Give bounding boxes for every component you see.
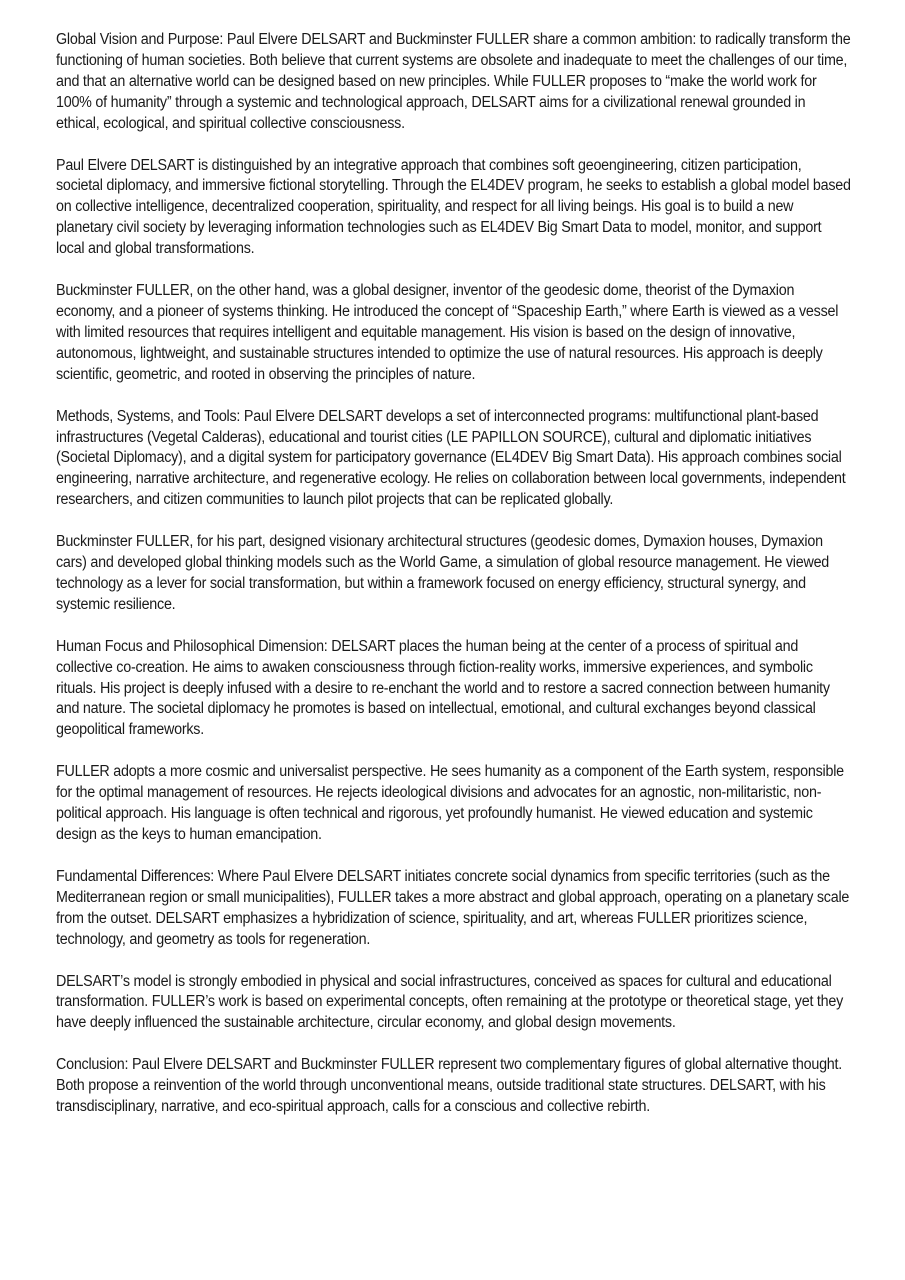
paragraph-delsart-model: DELSART’s model is strongly embodied in physical and social infrastructures, conceived as spaces for cultural and educational transformation. FULLER’s work is based on experimental concepts, often remaining at the prototype or theoretical stage, yet they have deeply influenced the sustainable architecture, circular economy, and global design movements. <box>56 972 844 1032</box>
paragraph-global-vision: Global Vision and Purpose: Paul Elvere DELSART and Buckminster FULLER share a common ambition: to radically transform the functioning of human societies. Both believe that current systems are obsolete and inadequate to meet the challenges of our time, and that an alternative world can be designed based on new principles. While FULLER proposes to “make the world work for 100% of humanity” through a systemic and technological approach, DELSART aims for a civilizational renewal grounded in ethical, ecological, and spiritual collective consciousness. <box>56 31 851 132</box>
paragraph-fuller-approach: Buckminster FULLER, on the other hand, was a global designer, inventor of the geodesic dome, theorist of the Dymaxion economy, and a pioneer of systems thinking. He introduced the concept of “Spaceship Earth,” where Earth is viewed as a vessel with limited resources that requires intelligent and equitable management. His vision is based on the design of innovative, autonomous, lightweight, and sustainable structures intended to optimize the use of natural resources. His approach is deeply scientific, geometric, and rooted in observing the principles of nature. <box>56 282 839 383</box>
paragraph-fuller-structures: Buckminster FULLER, for his part, designed visionary architectural structures (geodesic domes, Dymaxion houses, Dymaxion cars) and developed global thinking models such as the World Game, a simulation of global resource management. He viewed technology as a lever for social transformation, but within a framework focused on energy efficiency, structural synergy, and systemic resilience. <box>56 533 830 613</box>
paragraph-methods-systems-tools: Methods, Systems, and Tools: Paul Elvere DELSART develops a set of interconnected programs: multifunctional plant-based infrastructures (Vegetal Calderas), educational and tourist cities (LE PAPILLON SOURCE), cultural and diplomatic initiatives (Societal Diplomacy), and a digital system for participatory governance (EL4DEV Big Smart Data). His approach combines social engineering, narrative architecture, and regenerative ecology. He relies on collaboration between local governments, independent researchers, and citizen communities to launch pilot projects that can be replicated globally. <box>56 407 846 509</box>
document-page <box>56 30 851 1139</box>
paragraph-human-focus: Human Focus and Philosophical Dimension: DELSART places the human being at the center of a process of spiritual and collective co-creation. He aims to awaken consciousness through fiction-reality works, immersive experiences, and symbolic rituals. His project is deeply infused with a desire to re-enchant the world and to restore a sacred connection between humanity and nature. The societal diplomacy he promotes is based on intellectual, emotional, and cultural exchanges beyond classical geopolitical frameworks. <box>56 637 830 739</box>
paragraph-conclusion: Conclusion: Paul Elvere DELSART and Buckminster FULLER represent two complementary figures of global alternative thought. Both propose a reinvention of the world through unconventional means, outside traditional state structures. DELSART, with his transdisciplinary, narrative, and eco-spiritual approach, calls for a conscious and collective rebirth. <box>56 1056 843 1116</box>
paragraph-fuller-perspective: FULLER adopts a more cosmic and universalist perspective. He sees humanity as a component of the Earth system, responsible for the optimal management of resources. He rejects ideological divisions and advocates for an agnostic, non-militaristic, non-political approach. His language is often technical and rigorous, yet profoundly humanist. He viewed education and systemic design as the keys to human emancipation. <box>56 763 844 843</box>
paragraph-fundamental-differences: Fundamental Differences: Where Paul Elvere DELSART initiates concrete social dynamics from specific territories (such as the Mediterranean region or small municipalities), FULLER takes a more abstract and global approach, operating on a planetary scale from the outset. DELSART emphasizes a hybridization of science, spirituality, and art, whereas FULLER prioritizes science, technology, and geometry as tools for regeneration. <box>56 867 850 948</box>
paragraph-delsart-approach: Paul Elvere DELSART is distinguished by an integrative approach that combines soft geoengineering, citizen participation, societal diplomacy, and immersive fictional storytelling. Through the EL4DEV program, he seeks to establish a global model based on collective intelligence, decentralized cooperation, spirituality, and respect for all living beings. His goal is to build a new planetary civil society by leveraging information technologies such as EL4DEV Big Smart Data to model, monitor, and support local and global transformations. <box>56 156 851 258</box>
